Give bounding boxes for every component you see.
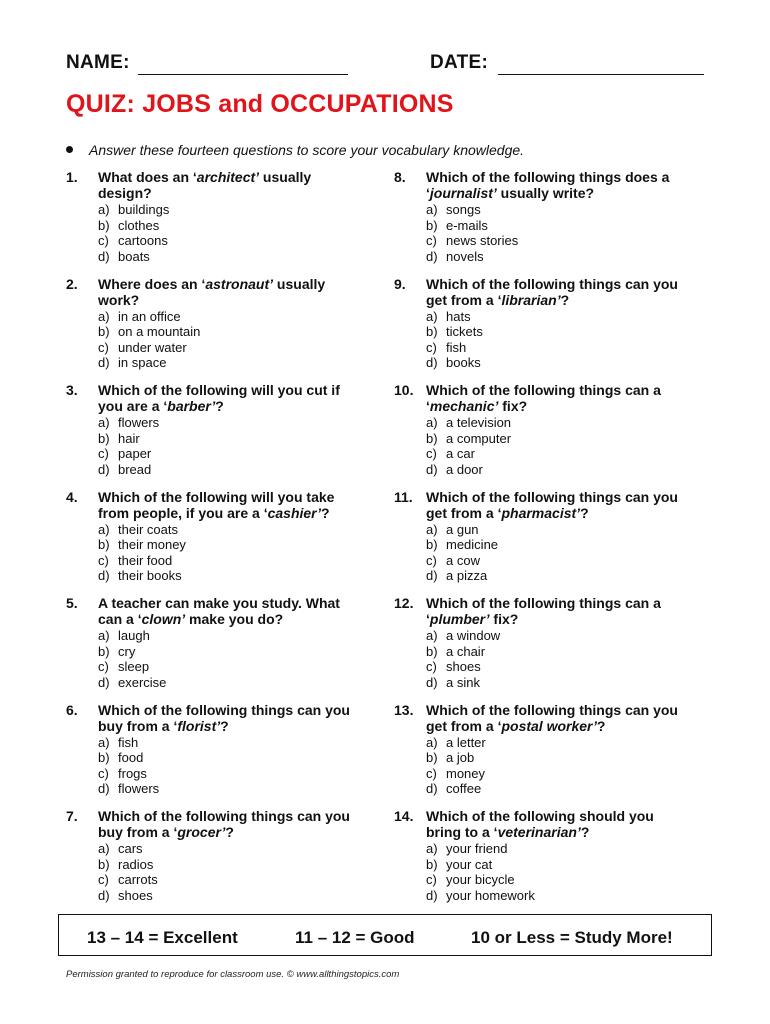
option-letter: b) xyxy=(426,537,438,553)
answer-option[interactable] xyxy=(426,324,689,340)
answer-option[interactable] xyxy=(98,324,361,340)
option-letter: a) xyxy=(426,734,438,750)
question-text xyxy=(426,808,689,840)
answer-option[interactable] xyxy=(98,340,361,356)
question-number: 6. xyxy=(66,701,78,718)
question-text-pre: What does an ‘ xyxy=(98,169,197,185)
option-letter: a) xyxy=(426,628,438,643)
option-letter: a) xyxy=(98,841,110,856)
option-text: laugh xyxy=(118,628,150,643)
answer-options xyxy=(426,735,689,797)
option-letter: a) xyxy=(426,521,438,537)
question-term: mechanic’ xyxy=(429,398,499,414)
answer-option[interactable] xyxy=(426,644,689,660)
header xyxy=(66,52,706,82)
score-study-more: 10 or Less = Study More! xyxy=(471,928,673,947)
answer-option[interactable] xyxy=(426,309,689,325)
option-text: your bicycle xyxy=(446,872,515,888)
question-number: 11. xyxy=(394,488,413,505)
option-letter: a) xyxy=(98,308,110,324)
option-letter: b) xyxy=(98,324,110,340)
question-number: 10. xyxy=(394,382,414,398)
answer-options xyxy=(98,522,361,584)
question-number: 9. xyxy=(394,275,406,292)
option-letter: d) xyxy=(426,568,438,584)
question-7 xyxy=(66,808,361,903)
question-text-pre: Which of the following things can you get from a ‘ xyxy=(426,701,678,734)
option-letter: d) xyxy=(98,461,110,477)
question-text xyxy=(98,276,361,308)
question-text-pre: Which of the following things can you get from a ‘ xyxy=(426,275,678,308)
option-letter: c) xyxy=(98,233,109,249)
option-letter: d) xyxy=(98,887,110,903)
option-letter: c) xyxy=(98,552,109,568)
option-text: news stories xyxy=(446,233,519,249)
question-number: 1. xyxy=(66,169,78,185)
option-text: money xyxy=(446,765,486,781)
question-2 xyxy=(66,276,361,371)
option-text: clothes xyxy=(118,217,160,233)
answer-option[interactable] xyxy=(98,537,361,553)
question-11 xyxy=(394,489,689,584)
option-text: shoes xyxy=(446,659,481,675)
option-letter: d) xyxy=(98,781,110,797)
question-text-pre: Which of the following things can a ‘ xyxy=(426,382,661,414)
option-text: a sink xyxy=(446,674,480,690)
answer-option[interactable] xyxy=(98,431,361,447)
question-text-pre: Where does an ‘ xyxy=(98,275,206,292)
option-text: on a mountain xyxy=(118,324,201,340)
option-text: a pizza xyxy=(446,568,488,584)
option-text: hats xyxy=(446,308,471,324)
answer-option[interactable] xyxy=(426,857,689,873)
question-13 xyxy=(394,702,689,797)
answer-options xyxy=(98,415,361,477)
question-text xyxy=(426,489,689,521)
answer-options xyxy=(426,522,689,584)
answer-option[interactable] xyxy=(426,781,689,797)
question-text-pre: Which of the following things can a ‘ xyxy=(426,595,661,627)
question-text-post: ? xyxy=(580,504,589,521)
question-text-post: fix? xyxy=(498,398,528,414)
answer-option[interactable] xyxy=(426,415,689,431)
question-text-post: ? xyxy=(215,398,224,414)
answer-option[interactable] xyxy=(426,735,689,751)
option-letter: b) xyxy=(426,324,438,340)
question-text xyxy=(98,382,361,414)
option-text: cry xyxy=(118,643,136,659)
answer-option[interactable] xyxy=(426,431,689,447)
option-letter: c) xyxy=(426,659,437,675)
option-text: exercise xyxy=(118,674,167,690)
question-text xyxy=(426,702,689,734)
question-text-pre: Which of the following things does a ‘ xyxy=(426,169,670,201)
question-10 xyxy=(394,382,689,477)
answer-option[interactable] xyxy=(426,249,689,265)
option-text: a computer xyxy=(446,430,512,446)
answer-option[interactable] xyxy=(426,522,689,538)
date-label: DATE: xyxy=(430,52,489,73)
option-text: your cat xyxy=(446,856,493,872)
option-letter: b) xyxy=(426,430,438,446)
option-text: a door xyxy=(446,461,483,477)
option-letter: d) xyxy=(426,248,438,264)
option-text: flowers xyxy=(118,781,160,797)
instructions xyxy=(66,142,524,158)
option-letter: b) xyxy=(426,856,438,872)
question-text-pre: Which of the following things can you buy from a ‘ xyxy=(98,701,350,734)
option-letter: c) xyxy=(426,765,437,781)
answer-option[interactable] xyxy=(426,218,689,234)
question-3 xyxy=(66,382,361,477)
question-term: journalist’ xyxy=(429,185,497,201)
question-text-post: ? xyxy=(225,824,234,840)
option-text: carrots xyxy=(118,872,158,888)
answer-option[interactable] xyxy=(426,537,689,553)
answer-options xyxy=(98,309,361,371)
option-text: flowers xyxy=(118,415,160,430)
option-letter: a) xyxy=(426,841,438,856)
option-text: their coats xyxy=(118,521,178,537)
question-text-pre: Which of the following things can you get from a ‘ xyxy=(426,488,678,521)
question-text-post: usually work? xyxy=(98,275,326,308)
answer-option[interactable] xyxy=(98,355,361,371)
answer-option[interactable] xyxy=(426,553,689,569)
answer-option[interactable] xyxy=(98,309,361,325)
answer-option[interactable] xyxy=(98,522,361,538)
answer-option[interactable] xyxy=(426,462,689,478)
option-text: a window xyxy=(446,628,501,643)
answer-option[interactable] xyxy=(98,233,361,249)
option-letter: c) xyxy=(426,233,437,249)
bullet-icon xyxy=(66,146,73,153)
option-letter: b) xyxy=(98,430,110,446)
question-text-post: fix? xyxy=(489,611,519,627)
option-text: books xyxy=(446,355,481,371)
answer-option[interactable] xyxy=(426,233,689,249)
option-text: medicine xyxy=(446,537,499,553)
answer-options xyxy=(426,309,689,371)
option-letter: c) xyxy=(426,446,437,462)
question-term: cashier’ xyxy=(267,504,322,521)
option-letter: a) xyxy=(98,415,110,430)
option-letter: d) xyxy=(98,674,110,690)
question-number: 4. xyxy=(66,488,78,505)
question-text xyxy=(98,489,361,521)
answer-option[interactable] xyxy=(426,355,689,371)
answer-option[interactable] xyxy=(98,872,361,888)
answer-option[interactable] xyxy=(98,462,361,478)
option-letter: a) xyxy=(426,202,438,217)
option-text: hair xyxy=(118,430,140,446)
option-text: shoes xyxy=(118,887,153,903)
option-letter: c) xyxy=(98,339,109,355)
question-term: clown’ xyxy=(141,611,186,627)
option-letter: a) xyxy=(426,415,438,430)
question-5 xyxy=(66,595,361,690)
option-letter: d) xyxy=(98,568,110,584)
option-text: cars xyxy=(118,841,143,856)
question-text-post: ? xyxy=(321,504,330,521)
option-letter: b) xyxy=(98,856,110,872)
question-number: 7. xyxy=(66,808,78,824)
option-text: under water xyxy=(118,339,187,355)
answer-option[interactable] xyxy=(426,766,689,782)
option-text: their money xyxy=(118,537,186,553)
question-text-pre: Which of the following should you bring to a ‘ xyxy=(426,808,654,840)
instructions-text: Answer these fourteen questions to score your vocabulary knowledge. xyxy=(89,142,525,158)
option-text: radios xyxy=(118,856,154,872)
question-term: plumber’ xyxy=(429,611,490,627)
answer-option[interactable] xyxy=(98,553,361,569)
question-8 xyxy=(394,169,689,264)
question-14 xyxy=(394,808,689,903)
option-letter: b) xyxy=(98,537,110,553)
date-field-line[interactable] xyxy=(498,74,704,75)
option-letter: d) xyxy=(426,887,438,903)
answer-option[interactable] xyxy=(98,415,361,431)
option-text: sleep xyxy=(118,659,150,675)
option-text: food xyxy=(118,750,144,766)
option-text: buildings xyxy=(118,202,170,217)
question-number: 5. xyxy=(66,595,78,611)
option-text: bread xyxy=(118,461,152,477)
question-term: pharmacist’ xyxy=(501,504,581,521)
question-9 xyxy=(394,276,689,371)
answer-option[interactable] xyxy=(98,750,361,766)
answer-option[interactable] xyxy=(98,766,361,782)
answer-option[interactable] xyxy=(98,735,361,751)
answer-options xyxy=(98,841,361,903)
question-text xyxy=(426,595,689,627)
question-12 xyxy=(394,595,689,690)
question-term: astronaut’ xyxy=(205,275,274,292)
option-letter: d) xyxy=(426,781,438,797)
option-text: their books xyxy=(118,568,182,584)
answer-option[interactable] xyxy=(426,340,689,356)
answer-option[interactable] xyxy=(98,841,361,857)
option-text: their food xyxy=(118,552,173,568)
answer-option[interactable] xyxy=(426,872,689,888)
option-text: fish xyxy=(118,734,139,750)
question-number: 2. xyxy=(66,275,78,292)
answer-option[interactable] xyxy=(98,628,361,644)
question-text xyxy=(426,169,689,201)
answer-option[interactable] xyxy=(98,249,361,265)
question-text-post: ? xyxy=(580,824,590,840)
option-letter: c) xyxy=(98,659,109,675)
answer-options xyxy=(426,841,689,903)
scoring-box xyxy=(58,914,712,956)
question-text-pre: Which of the following things can you buy from a ‘ xyxy=(98,808,350,840)
question-term: librarian’ xyxy=(501,291,561,308)
option-text: a job xyxy=(446,750,475,766)
question-text xyxy=(98,702,361,734)
option-text: your homework xyxy=(446,887,535,903)
option-letter: b) xyxy=(426,217,438,233)
answer-option[interactable] xyxy=(98,446,361,462)
question-text xyxy=(98,808,361,840)
option-text: a television xyxy=(446,415,512,430)
answer-option[interactable] xyxy=(98,644,361,660)
question-term: veterinarian’ xyxy=(497,824,581,840)
answer-options xyxy=(98,628,361,690)
answer-option[interactable] xyxy=(426,202,689,218)
answer-option[interactable] xyxy=(426,888,689,904)
option-text: coffee xyxy=(446,781,482,797)
option-letter: d) xyxy=(426,674,438,690)
option-letter: a) xyxy=(98,521,110,537)
question-text xyxy=(426,276,689,308)
option-letter: b) xyxy=(98,643,110,659)
option-letter: c) xyxy=(426,552,437,568)
question-4 xyxy=(66,489,361,584)
option-text: in space xyxy=(118,355,167,371)
question-text-post: usually design? xyxy=(98,169,312,201)
option-letter: a) xyxy=(98,734,110,750)
answer-option[interactable] xyxy=(98,218,361,234)
name-label: NAME: xyxy=(66,52,130,73)
option-letter: b) xyxy=(98,217,110,233)
option-letter: b) xyxy=(98,750,110,766)
option-text: tickets xyxy=(446,324,483,340)
question-text-post: ? xyxy=(560,291,570,308)
option-text: in an office xyxy=(118,308,181,324)
answer-option[interactable] xyxy=(98,202,361,218)
option-text: a gun xyxy=(446,521,479,537)
question-term: grocer’ xyxy=(177,824,226,840)
question-text-pre: A teacher can make you study. What can a ‘ xyxy=(98,595,340,627)
question-term: florist’ xyxy=(177,717,221,734)
option-text: cartoons xyxy=(118,233,168,249)
answer-options xyxy=(426,628,689,690)
answer-option[interactable] xyxy=(426,446,689,462)
question-term: postal worker’ xyxy=(501,717,597,734)
question-number: 3. xyxy=(66,382,78,398)
answer-option[interactable] xyxy=(98,781,361,797)
answer-option[interactable] xyxy=(426,659,689,675)
question-text-post: make you do? xyxy=(185,611,284,627)
answer-option[interactable] xyxy=(426,568,689,584)
question-text xyxy=(426,382,689,414)
answer-option[interactable] xyxy=(426,675,689,691)
answer-option[interactable] xyxy=(98,675,361,691)
answer-option[interactable] xyxy=(426,628,689,644)
question-text-post: ? xyxy=(220,717,229,734)
answer-options xyxy=(98,202,361,264)
score-excellent: 13 – 14 = Excellent xyxy=(87,928,238,947)
option-text: e-mails xyxy=(446,217,488,233)
option-letter: d) xyxy=(426,355,438,371)
question-term: barber’ xyxy=(167,398,216,414)
option-letter: a) xyxy=(98,202,110,217)
option-text: a car xyxy=(446,446,475,462)
question-text-pre: Which of the following will you take from people, if you are a ‘ xyxy=(98,488,335,521)
option-letter: b) xyxy=(426,643,438,659)
question-number: 13. xyxy=(394,701,414,718)
option-text: novels xyxy=(446,248,484,264)
question-text xyxy=(98,169,361,201)
answer-option[interactable] xyxy=(426,750,689,766)
question-1 xyxy=(66,169,361,264)
option-letter: d) xyxy=(98,248,110,264)
question-number: 14. xyxy=(394,808,414,824)
option-text: a cow xyxy=(446,552,480,568)
option-letter: a) xyxy=(98,628,110,643)
option-text: a letter xyxy=(446,734,486,750)
option-text: a chair xyxy=(446,643,486,659)
answer-option[interactable] xyxy=(98,857,361,873)
permission-footer: Permission granted to reproduce for classroom use. © www.allthingstopics.com xyxy=(66,969,400,980)
option-text: your friend xyxy=(446,841,508,856)
question-text-pre: Which of the following will you cut if you are a ‘ xyxy=(98,382,340,414)
name-field-line[interactable] xyxy=(138,74,348,75)
answer-option[interactable] xyxy=(98,888,361,904)
option-text: boats xyxy=(118,248,150,264)
answer-options xyxy=(98,735,361,797)
answer-options xyxy=(426,415,689,477)
option-letter: c) xyxy=(426,872,437,888)
option-text: paper xyxy=(118,446,152,462)
option-letter: c) xyxy=(98,765,109,781)
option-letter: d) xyxy=(98,355,110,371)
option-text: frogs xyxy=(118,765,147,781)
page-title: QUIZ: JOBS and OCCUPATIONS xyxy=(66,90,454,118)
question-6 xyxy=(66,702,361,797)
answer-options xyxy=(426,202,689,264)
option-letter: c) xyxy=(426,339,437,355)
option-text: songs xyxy=(446,202,481,217)
answer-option[interactable] xyxy=(426,841,689,857)
question-text-post: ? xyxy=(596,717,606,734)
question-number: 12. xyxy=(394,595,414,611)
question-number: 8. xyxy=(394,169,406,185)
option-letter: a) xyxy=(426,308,438,324)
option-text: fish xyxy=(446,339,467,355)
answer-option[interactable] xyxy=(98,659,361,675)
score-good: 11 – 12 = Good xyxy=(295,928,415,947)
answer-option[interactable] xyxy=(98,568,361,584)
question-text-post: usually write? xyxy=(496,185,595,201)
question-term: architect’ xyxy=(196,169,260,185)
question-text xyxy=(98,595,361,627)
option-letter: d) xyxy=(426,461,438,477)
option-letter: b) xyxy=(426,750,438,766)
option-letter: c) xyxy=(98,446,109,462)
option-letter: c) xyxy=(98,872,109,888)
